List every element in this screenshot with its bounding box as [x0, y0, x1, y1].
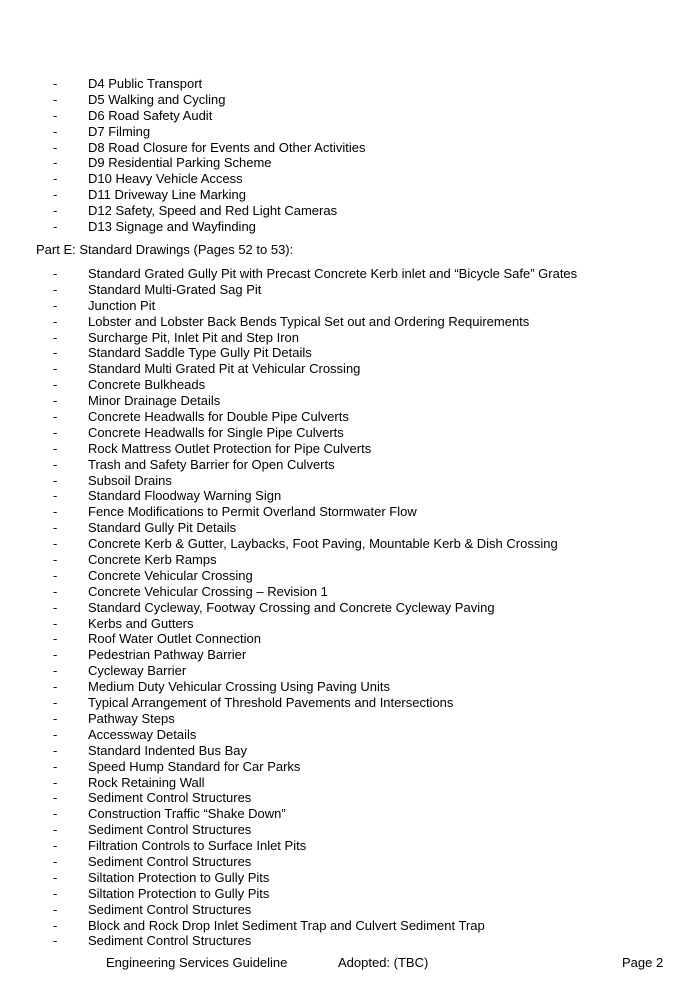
list-item-text: D10 Heavy Vehicle Access [88, 171, 243, 187]
list-bullet: - [53, 297, 58, 313]
list-bullet: - [53, 76, 58, 91]
list-bullet: - [53, 504, 58, 520]
list-bullet: - [53, 869, 58, 885]
list-bullet: - [53, 933, 58, 949]
list-bullet: - [53, 679, 58, 695]
list-bullet: - [53, 742, 58, 758]
list-bullet: - [53, 91, 58, 107]
list-bullet: - [53, 901, 58, 917]
list-bullet: - [53, 758, 58, 774]
list-item-text: D8 Road Closure for Events and Other Activities [88, 139, 366, 155]
list-item-text: Minor Drainage Details [88, 393, 221, 409]
list-bullet: - [53, 424, 58, 440]
list-item-text: Junction Pit [88, 297, 156, 313]
list-bullet: - [53, 266, 58, 281]
list-item-text: Siltation Protection to Gully Pits [88, 885, 270, 901]
list-item-text: Standard Multi Grated Pit at Vehicular Crossing [88, 361, 361, 377]
list-bullet: - [53, 361, 58, 377]
list-item-text: D13 Signage and Wayfinding [88, 219, 256, 235]
list-bullet: - [53, 281, 58, 297]
list-item-text: D9 Residential Parking Scheme [88, 155, 272, 171]
list-bullet: - [53, 806, 58, 822]
list-item-text: Sediment Control Structures [88, 790, 252, 806]
list-bullet: - [53, 345, 58, 361]
list-bullet: - [53, 695, 58, 711]
list-item-text: Sediment Control Structures [88, 933, 252, 949]
list-item-text: Standard Grated Gully Pit with Precast Concrete Kerb inlet and “Bicycle Safe” Grates [88, 266, 578, 281]
list-item-text: Concrete Vehicular Crossing [88, 567, 253, 583]
list-bullet: - [53, 440, 58, 456]
list-item-text: Trash and Safety Barrier for Open Culverts [88, 456, 335, 472]
list-item-text: Standard Multi-Grated Sag Pit [88, 281, 262, 297]
list-item-text: D12 Safety, Speed and Red Light Cameras [88, 203, 338, 219]
list-bullet: - [53, 853, 58, 869]
list-item-text: D5 Walking and Cycling [88, 91, 226, 107]
list-item-text: D6 Road Safety Audit [88, 107, 213, 123]
list-item-text: Kerbs and Gutters [88, 615, 194, 631]
list-item-text: Filtration Controls to Surface Inlet Pits [88, 838, 307, 854]
list-item-text: Block and Rock Drop Inlet Sediment Trap and Culvert Sediment Trap [88, 917, 485, 933]
list-item-text: Typical Arrangement of Threshold Pavements and Intersections [88, 695, 454, 711]
list-bullet: - [53, 647, 58, 663]
list-bullet: - [53, 377, 58, 393]
list-bullet: - [53, 726, 58, 742]
list-bullet: - [53, 567, 58, 583]
list-item-text: Standard Gully Pit Details [88, 520, 237, 536]
list-bullet: - [53, 790, 58, 806]
list-bullet: - [53, 488, 58, 504]
list-bullet: - [53, 552, 58, 568]
list-bullet: - [53, 631, 58, 647]
list-item-text: Lobster and Lobster Back Bends Typical Set out and Ordering Requirements [88, 313, 530, 329]
list-bullet: - [53, 838, 58, 854]
list-item-text: D7 Filming [88, 123, 151, 139]
list-bullet: - [53, 583, 58, 599]
list-item-text: Cycleway Barrier [88, 663, 187, 679]
list-bullet: - [53, 663, 58, 679]
list-item-text: D11 Driveway Line Marking [88, 187, 246, 203]
footer-page-number: Page 2 [622, 955, 664, 970]
list-bullet: - [53, 155, 58, 171]
list-item-text: Standard Cycleway, Footway Crossing and Concrete Cycleway Paving [88, 599, 495, 615]
list-item-text: Sediment Control Structures [88, 822, 252, 838]
list-bullet: - [53, 774, 58, 790]
part-e-heading: Part E: Standard Drawings (Pages 52 to 53): [36, 242, 294, 257]
list-bullet: - [53, 599, 58, 615]
list-item-text: Standard Floodway Warning Sign [88, 488, 282, 504]
list-bullet: - [53, 123, 58, 139]
list-item-text: Subsoil Drains [88, 472, 172, 488]
list-item-text: Concrete Headwalls for Double Pipe Culverts [88, 409, 349, 425]
list-item-text: Concrete Bulkheads [88, 377, 206, 393]
list-item-text: Roof Water Outlet Connection [88, 631, 261, 647]
list-bullet: - [53, 710, 58, 726]
list-bullet: - [53, 393, 58, 409]
list-bullet: - [53, 409, 58, 425]
list-bullet: - [53, 171, 58, 187]
list-item-text: Siltation Protection to Gully Pits [88, 869, 270, 885]
list-item-text: Medium Duty Vehicular Crossing Using Paving Units [88, 679, 391, 695]
list-item-text: Standard Saddle Type Gully Pit Details [88, 345, 312, 361]
list-bullet: - [53, 313, 58, 329]
list-item-text: Concrete Vehicular Crossing – Revision 1 [88, 583, 328, 599]
list-bullet: - [53, 219, 58, 235]
footer-document-title: Engineering Services Guideline [106, 955, 288, 970]
list-item-text: Accessway Details [88, 726, 197, 742]
list-bullet: - [53, 187, 58, 203]
list-bullet: - [53, 885, 58, 901]
list-item-text: Pathway Steps [88, 710, 175, 726]
list-item-text: Construction Traffic “Shake Down” [88, 806, 286, 822]
list-bullet: - [53, 822, 58, 838]
list-bullet: - [53, 107, 58, 123]
list-item-text: Concrete Headwalls for Single Pipe Culverts [88, 424, 344, 440]
list-item-text: D4 Public Transport [88, 76, 203, 91]
list-bullet: - [53, 520, 58, 536]
list-item-text: Surcharge Pit, Inlet Pit and Step Iron [88, 329, 300, 345]
list-item-text: Standard Indented Bus Bay [88, 742, 248, 758]
list-bullet: - [53, 615, 58, 631]
list-bullet: - [53, 203, 58, 219]
list-item-text: Rock Mattress Outlet Protection for Pipe Culverts [88, 440, 372, 456]
list-bullet: - [53, 536, 58, 552]
list-bullet: - [53, 456, 58, 472]
list-item-text: Concrete Kerb Ramps [88, 552, 217, 568]
list-bullet: - [53, 139, 58, 155]
list-item-text: Sediment Control Structures [88, 901, 252, 917]
list-item-text: Pedestrian Pathway Barrier [88, 647, 247, 663]
list-bullet: - [53, 329, 58, 345]
list-bullet: - [53, 917, 58, 933]
list-bullet: - [53, 472, 58, 488]
list-item-text: Fence Modifications to Permit Overland Stormwater Flow [88, 504, 417, 520]
list-item-text: Speed Hump Standard for Car Parks [88, 758, 301, 774]
footer-adopted-status: Adopted: (TBC) [338, 955, 429, 970]
list-item-text: Rock Retaining Wall [88, 774, 205, 790]
list-item-text: Concrete Kerb & Gutter, Laybacks, Foot Paving, Mountable Kerb & Dish Crossing [88, 536, 558, 552]
list-item-text: Sediment Control Structures [88, 853, 252, 869]
